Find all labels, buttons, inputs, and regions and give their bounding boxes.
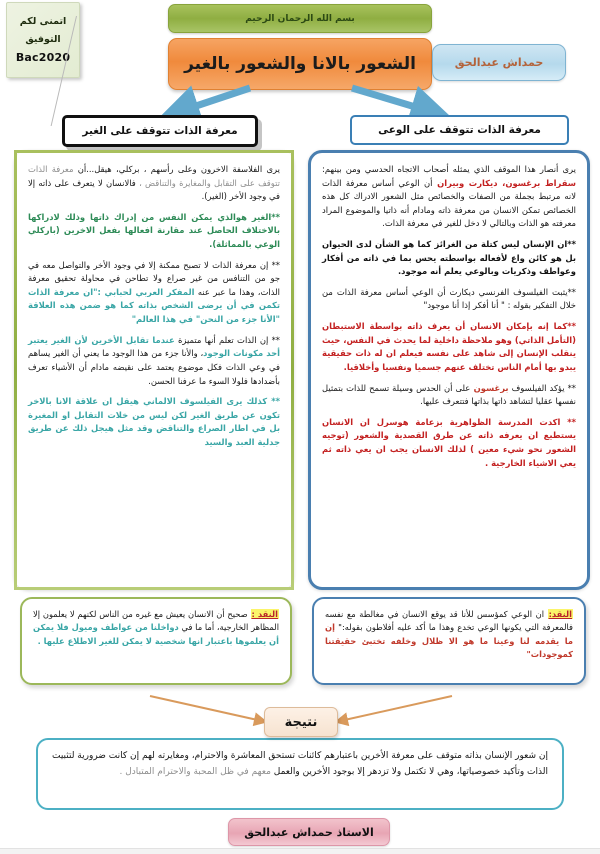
- text-run: ، والأنا جزء من هذا الوجود ما يعني أن الغير يساهم في وعي الذات فكل موضوع يعتمد على نقيضه مادام أن الأشياء تعرف بأضدادها فلولا السوء ما عرفنا الحسن.: [28, 348, 280, 386]
- text-run: **يثبت الفيلسوف الفرنسي ديكارت أن الوعي أساس معرفة الذات من خلال التفكير بقوله : " أنا أفكر إذا أنا موجود": [322, 286, 576, 311]
- wish-line-1: اتمنى لكم: [19, 15, 67, 27]
- author-name-footer: الاستاذ حمداش عبدالحق: [244, 825, 374, 839]
- argument-paragraph: [322, 320, 576, 374]
- argument-paragraph: [28, 259, 280, 327]
- conclusion-box: [36, 738, 564, 810]
- text-run: ** يؤكد الفيلسوف: [508, 382, 576, 393]
- conclusion-text: [52, 749, 548, 781]
- text-run: ** إن معرفة الذات لا تصبح ممكنة إلا في وجود الأخر والتواصل معه في جو من التنافس من غير صراع ولا تطاحن في محاولة تحقيق معرفة الذات، وهذا ما عبر عنه: [28, 259, 280, 297]
- critique-box-left: [20, 597, 292, 685]
- text-run: إن ما يقدمه لنا وعينا ما هو الا ظلال وخلفه تختبئ حقيقتنا كموجودات": [325, 622, 573, 659]
- arrow-right-to-natija: [340, 696, 452, 721]
- arrow-left-to-natija: [150, 696, 262, 721]
- text-run: **ان الإنسان ليس كتلة من الغرائز كما هو الشأن لدى الحيوان بل هو كائن واع لأفعاله بواسطته يحس بما في ذاته من أفكار وعواطف وذكريات وبالوعي يعلم أنه موجود.: [322, 239, 576, 277]
- text-run: ** كذلك يرى الفيلسوف الالماني هيقل ان علاقة الانا بالاخر تكون عن طريق الغير لكن ليس من خلات التقابل او المغيرة بل في اطار الصراع والتناقض وقد مثل هيجل ذلك عن طريق جدلية العبد والسيد: [28, 396, 280, 447]
- basmala-text: بسم الله الرحمان الرحيم: [245, 13, 355, 24]
- page-title: [168, 38, 432, 90]
- argument-paragraph: [322, 286, 576, 313]
- critique-label: النقد:: [548, 609, 572, 619]
- text-run: فالانسان لا يتعرف على ذاته إلا في وجود الأخر (الغير).: [28, 177, 280, 202]
- author-badge-footer: [228, 818, 390, 846]
- text-run: معرفة الذات تتوقف على التقابل والمغايرة والتناقض ،: [28, 164, 280, 188]
- conclusion-badge: [264, 707, 338, 737]
- arrow-title-to-left: [178, 88, 250, 112]
- argument-paragraph: [28, 211, 280, 252]
- text-run: عندما تقابل الأخرين لأن الغير يعتبر أحد مكونات الوجود: [28, 334, 280, 359]
- argument-paragraph: [28, 163, 280, 204]
- text-run: ** إن الذات تعلم أنها متميزة: [174, 334, 280, 345]
- text-run: صحيح أن الانسان يعيش مع غيره من الناس لكنهم لا يعلمون إلا المظاهر الخارجية، أما ما في: [33, 609, 279, 633]
- bottom-rule: [0, 848, 600, 854]
- critique-text-left: [33, 608, 279, 648]
- thesis-header-right: [350, 115, 569, 145]
- argument-panel-right: [308, 150, 590, 590]
- thesis-header-left: [62, 115, 258, 147]
- text-run: **كما إنه بإمكان الانسان أن يعرف ذاته بواسطة الاستبطان (التأمل الذاتي) وهو ملاحظة داخلية لما يحدث في النفس، حيث ينقلب الإنسان إلى شاهد على نفسه فيعلم ان له ذات حقيقية يبدو بها أمام الناس تختلف عنهم جسميا ونفسيا وأخلاقيا.: [322, 321, 576, 372]
- argument-paragraphs-right: [311, 153, 587, 476]
- argument-paragraph: [28, 395, 280, 449]
- text-run: إن شعور الإنسان بذاته متوقف على معرفة الأخرين باعتبارهم كائنات تستحق المعاشرة والاحترام، ومغايرته لهم إن كانت ضرورية لتثبيت الذات وتأكيد خصوصياتها، وهي لا تكتمل ولا تزدهر إلا بوجود الأخرين والعمل: [52, 751, 548, 777]
- text-run: معهم في ظل المحبة والاحترام المتبادل .: [119, 766, 271, 777]
- argument-paragraph: [28, 334, 280, 388]
- argument-paragraph: [322, 382, 576, 409]
- text-run: أن الوعي أساس معرفة الذات لانه مرتبط بجملة من الصفات والخصائص مثل الشعور الادراك كل هذه الخصائص تمكن الانسان من معرفة ذاته ومادام أنه ذاتيا والموضوع المراد معرفته هو الذات وبالتالي لا دخل للغير في معرفة الذات.: [322, 177, 576, 229]
- text-run: سقراط برغسون، ديكارت وبيران: [432, 177, 577, 188]
- critique-label: النقد :: [251, 609, 278, 619]
- argument-paragraphs-left: [17, 153, 291, 456]
- text-run: على أن الحدس وسيلة تسمح للذات بتمثيل نفسها عقليا لتشاهد ذاتها بذاتها فتتعرف عليها.: [322, 382, 576, 407]
- argument-paragraph: [322, 238, 576, 279]
- text-run: يرى أنصار هذا الموقف الذي يمثله أصحاب الاتجاه الحدسي ومن بينهم:: [322, 164, 576, 174]
- thesis-header-right-text: معرفة الذات تتوقف على الوعى: [378, 124, 541, 136]
- conclusion-badge-text: نتيجة: [284, 714, 318, 730]
- critique-box-right: [312, 597, 586, 685]
- arrow-title-to-right: [352, 88, 432, 112]
- text-run: دواخلنا من عواطف وميول فلا يمكن أن يعلموها باعتبار انها شخصية لا يمكن للغير الاطلاع عليها .: [33, 622, 279, 646]
- good-luck-note: [6, 2, 80, 78]
- argument-paragraph: [322, 416, 576, 470]
- text-run: المفكر العربي لحبابي :"ان معرفة الذات تكمن في أن يرضى الشخص بذاته كما هو ضمن هذه العلاقة "الأنا جزء من النحن" في هذا العالم": [28, 286, 280, 325]
- wish-line-2: التوفيق: [25, 33, 61, 45]
- author-name-top: حمداش عبدالحق: [454, 56, 544, 69]
- thesis-header-left-text: معرفة الذات تتوقف على الغير: [82, 125, 238, 137]
- bac-year-label: Bac2020: [15, 51, 71, 65]
- author-badge-top: [432, 44, 566, 81]
- text-run: ان الوعي كمؤسس للأنا قد يوقع الانسان في مغالطة مع نفسه فالمعرفة التي يكونها الوعي تخدع وهذا ما أكد عليه أفلاطون بقوله:": [325, 609, 573, 633]
- argument-panel-left: [14, 150, 294, 590]
- text-run: يرى الفلاسفة الاخرون وعلى رأسهم ، بركلي، هيقل...أن: [73, 164, 280, 174]
- argument-paragraph: [322, 163, 576, 231]
- text-run: ** اكدت المدرسة الظواهرية بزعامة هوسرل ان الانسان يستطيع ان يعرفه ذاته عن طرق القصدية والشعور (توجيه الشعور نحو شيء معين ) لذلك الانسان يجب ان يعي ذاته ثم يعي الاشياء الخارجية .: [322, 416, 576, 468]
- text-run: **الغير هوالذي يمكن النفس من إدراك ذاتها وذلك لادراكها بالاختلاف الحاصل عند مقارنة افعالها بفعل الاخرين (باركلي الوعي بالمماثلة).: [28, 211, 280, 250]
- basmala-banner: [168, 4, 432, 33]
- critique-text-right: [325, 608, 573, 661]
- page-title-text: الشعور بالانا والشعور بالغير: [184, 54, 416, 74]
- text-run: برغسون: [470, 382, 509, 393]
